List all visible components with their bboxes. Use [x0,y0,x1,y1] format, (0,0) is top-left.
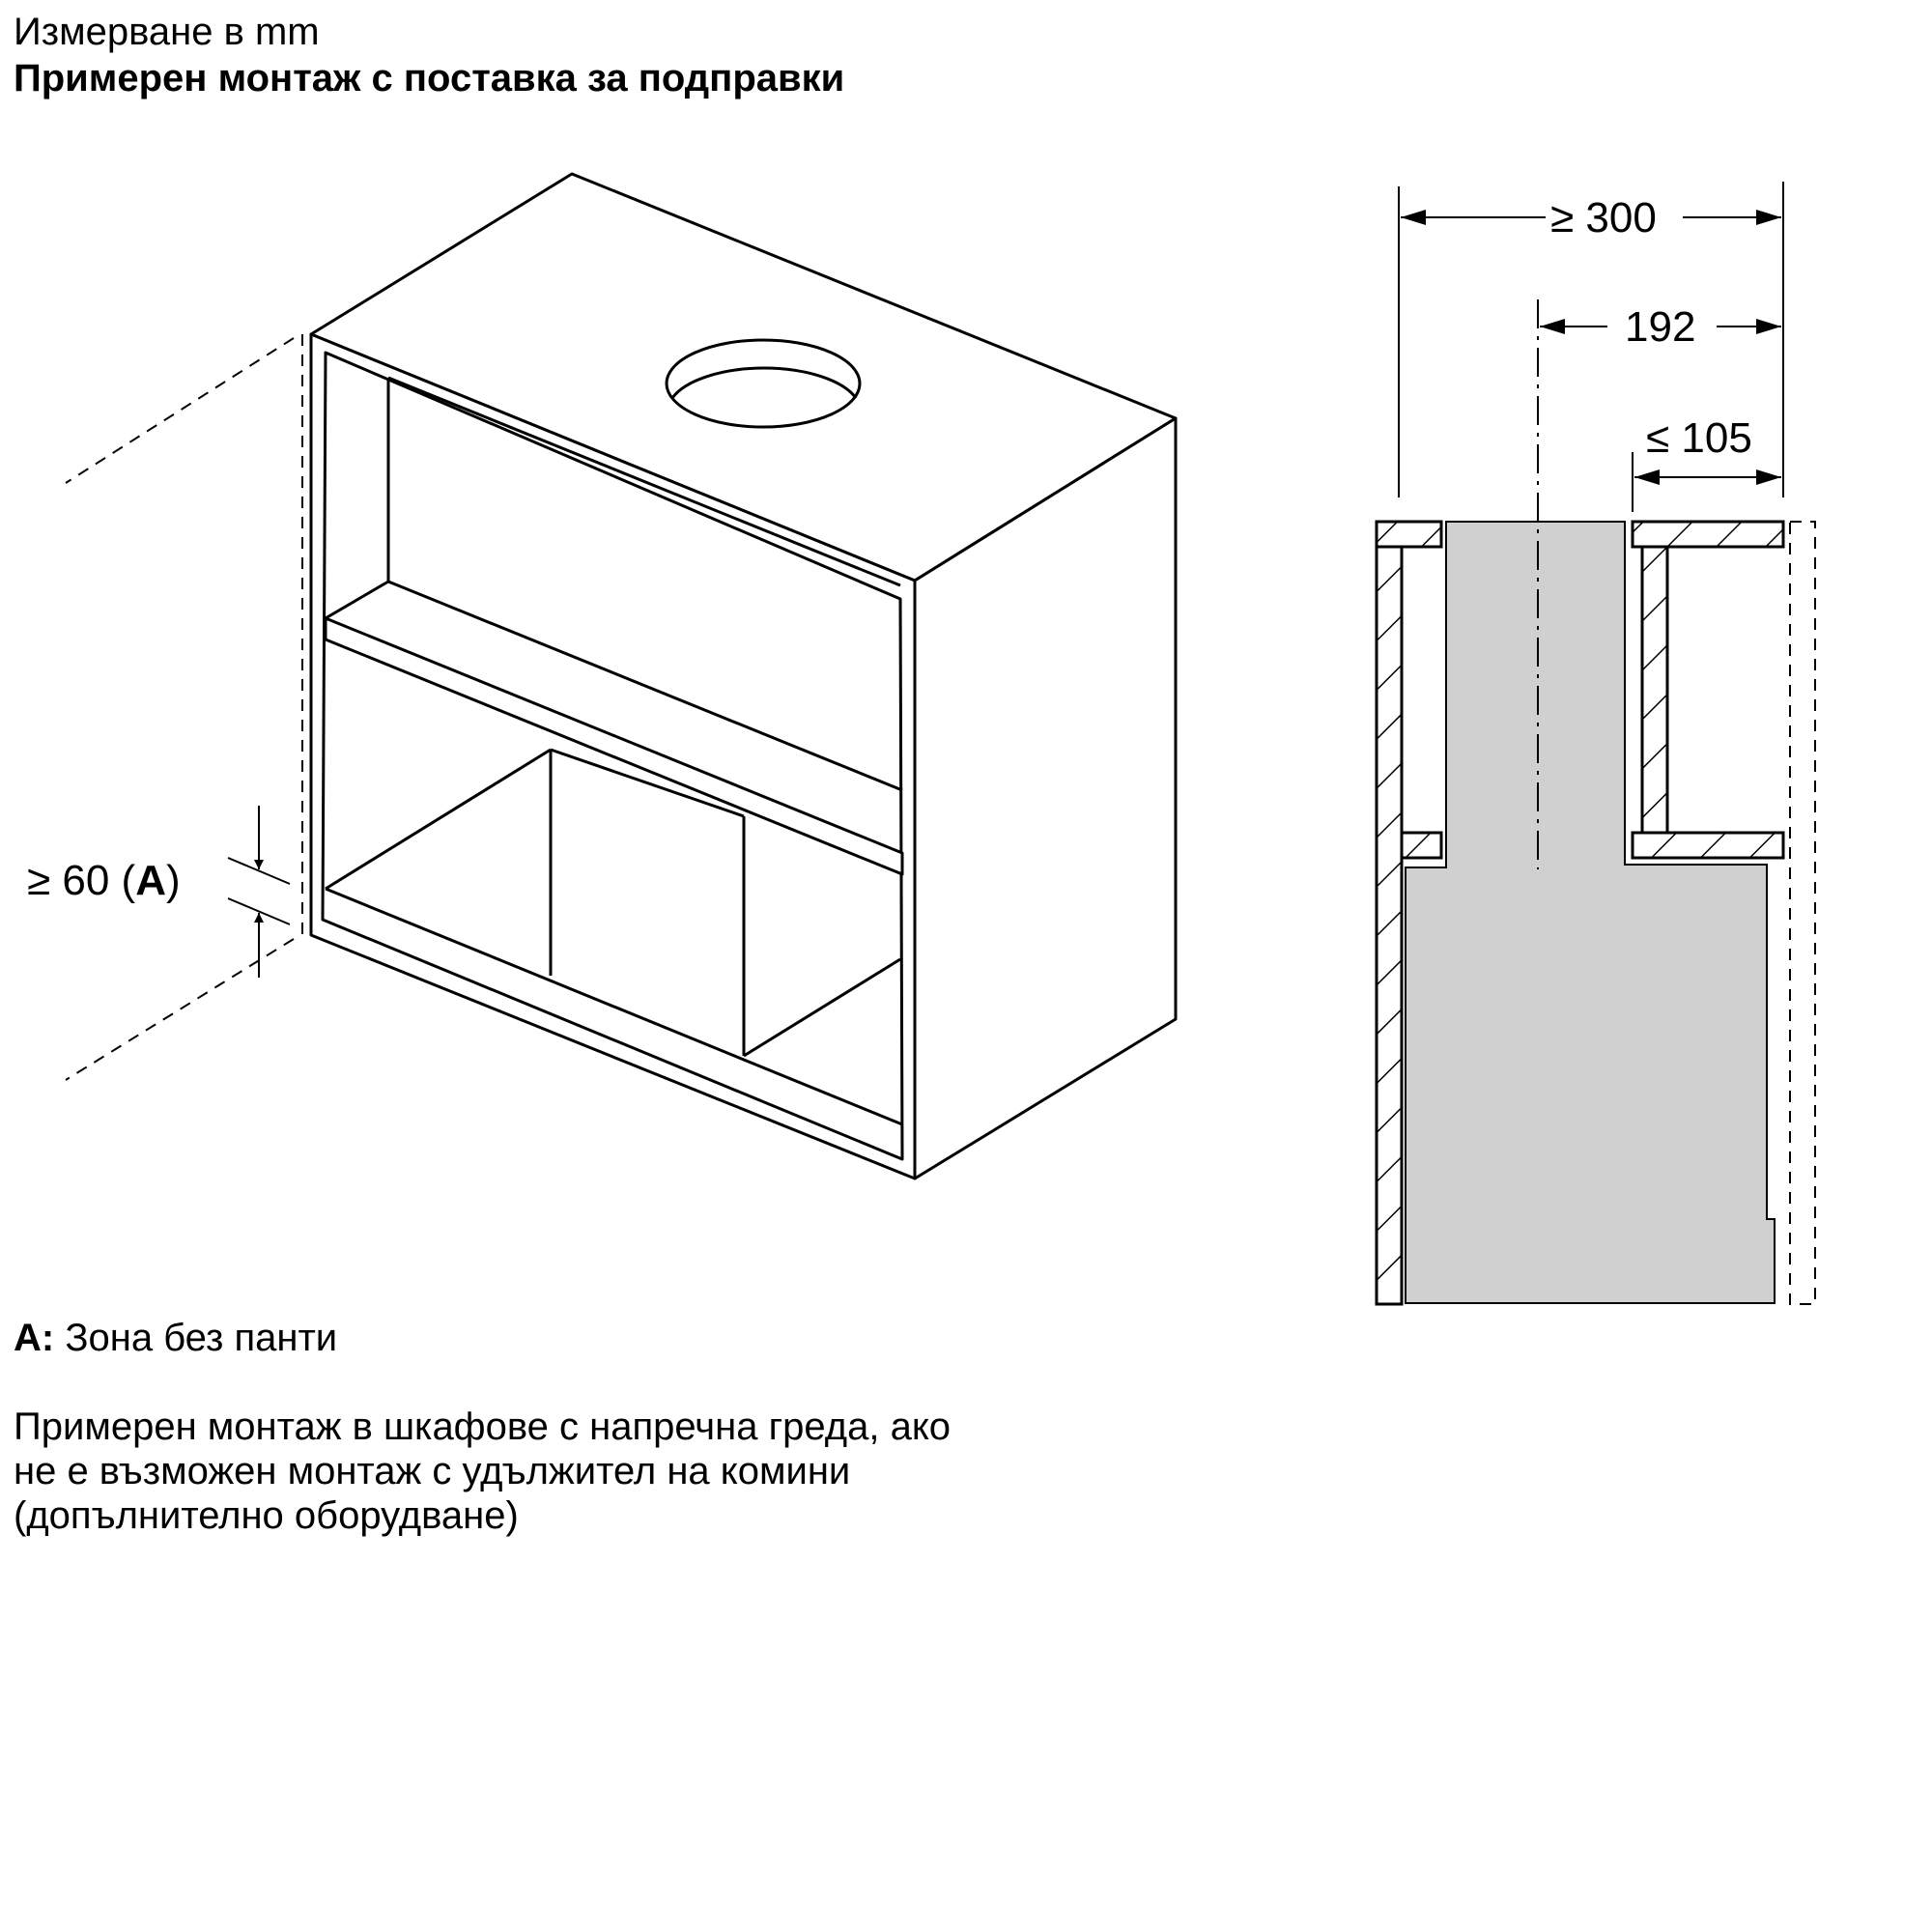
top-panel-right [1633,522,1783,547]
cabinet-back-wall [1377,522,1402,1304]
legend-key: A: [14,1317,55,1359]
cabinet-front-dashed [1790,522,1815,1304]
note-line: (допълнително оборудване) [14,1494,519,1537]
total-depth-label: ≥ 300 [1550,194,1657,242]
cabinet-isometric [311,174,1176,1179]
installation-note [14,1405,1269,1538]
legend [14,1316,337,1360]
hood-body-section [1406,522,1775,1303]
hinge-free-label: ≥ 60 (A) [27,857,181,904]
wall-outline [66,334,302,1080]
beam-left-piece [1402,833,1441,858]
hinge-free-dimension [228,806,290,978]
page-title: Примерен монтаж с поставка за подправки [14,57,845,99]
top-panel-left [1377,522,1441,547]
note-line: не е възможен монтаж с удължител на комини [14,1450,851,1492]
measurement-unit-label: Измерване в mm [14,11,320,53]
front-offset-label: ≤ 105 [1646,414,1752,462]
legend-text: Зона без панти [65,1317,338,1359]
note-line: Примерен монтаж в шкафове с напречна греда, ако [14,1406,952,1448]
spice-rack-back [1642,547,1667,833]
section-view [1377,182,1815,1304]
beam-right-piece [1633,833,1783,858]
axis-offset-label: 192 [1625,303,1696,351]
